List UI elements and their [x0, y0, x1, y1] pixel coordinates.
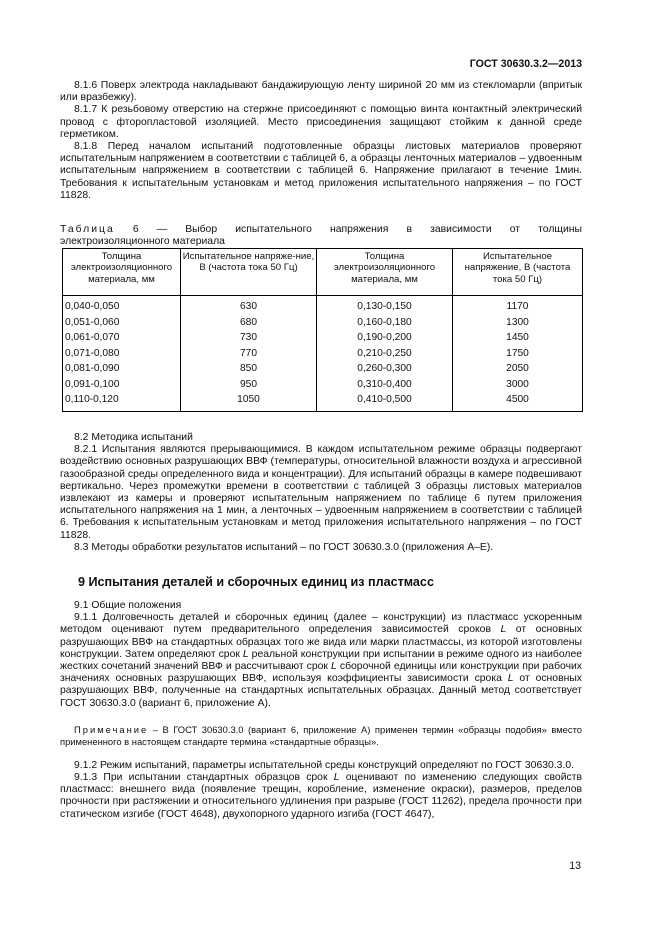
- document-code: ГОСТ 30630.3.2—2013: [469, 58, 582, 70]
- table-6-caption-line2: электроизоляционного материала: [60, 236, 225, 247]
- page-number: 13: [569, 860, 581, 872]
- table-row: [63, 392, 583, 411]
- symbol-L: L: [507, 673, 514, 685]
- text-run: 9.1.1 Долговечность деталей и сборочных единиц (далее – конструкции) из пластмасс ускоренным методом оценивают путем предварительного определения зависимостей сроков: [60, 612, 582, 636]
- table-cell: 950: [181, 377, 317, 393]
- table-header-voltage: Испытательное напряже-ние, В (частота тока 50 Гц): [181, 249, 317, 296]
- note-label: Примечание: [74, 723, 149, 735]
- table-6-caption-w1: Выбор: [185, 224, 218, 235]
- table-cell: 0,040-0,050: [63, 296, 181, 315]
- table-row: [63, 330, 583, 346]
- section-9-title: 9 Испытания деталей и сборочных единиц из пластмасс: [78, 575, 434, 589]
- section-8-1-tail: [60, 80, 582, 202]
- table-cell: 1050: [181, 392, 317, 411]
- table-6-caption-dash: —: [156, 224, 168, 235]
- table-cell: 1300: [453, 315, 583, 331]
- table-cell: 0,081-0,090: [63, 361, 181, 377]
- text-run: 9.1.3 При испытании стандартных образцов срок: [74, 772, 334, 784]
- paragraph-9-1-1: [60, 612, 582, 710]
- table-6-caption-w7: толщины: [538, 224, 582, 235]
- note-text: – В ГОСТ 30630.3.0 (вариант 6, приложение А) применен термин «образцы подобия» вместо примененного в настоящем стандарте термина «стандартные образцы».: [60, 723, 582, 747]
- text-run: от основных разрушающих ВВФ, полученные на стандартных испытательных образцах. Данный метод соответствует ГОСТ 30630.3.0 (вариант 6, приложение А).: [60, 673, 582, 709]
- section-9-body: [60, 600, 582, 821]
- table-cell: 680: [181, 315, 317, 331]
- table-row: [63, 315, 583, 331]
- heading-9-1: 9.1 Общие положения: [74, 600, 182, 611]
- table-6: [62, 248, 583, 412]
- table-6-caption-w6: от: [509, 224, 521, 235]
- paragraph-8-2-1: 8.2.1 Испытания являются прерывающимися. В каждом испытательном режиме образцы подвергают воздействию основных разрушающих ВВФ (температуры, относительной влажности воздуха и агрессивной газообразной среды определенного вида и концентрации). Для испытаний образцы в камере подвешивают вертикально. Через промежутки времени в соответствии с таблицей 3 образцы листовых материалов извлекают из камеры и проверяют испытательным напряжением по таблице 6 путем приложения испытательного напряжения на 1 мин, а ленточных – удвоенным напряжением в соответствии с таблицей 6. Требования к испытательным установкам и метод приложения испытательного напряжения – по ГОСТ 11828.: [60, 444, 582, 541]
- table-row: [63, 346, 583, 362]
- table-6-caption-num: 6: [132, 224, 139, 235]
- table-cell: 630: [181, 296, 317, 315]
- table-cell: 2050: [453, 361, 583, 377]
- table-cell: 0,071-0,080: [63, 346, 181, 362]
- text-run: оценивают по изменению следующих свойств пластмасс: внешнего вида (появление трещин, коробление, изменение окраски), размеров, пределов прочности при растяжении и относительного удлинения при разрыве (ГОСТ 11262), предела прочности при статическом изгибе (ГОСТ 4648), двухопорного ударного изгиба (ГОСТ 4647),: [60, 772, 582, 820]
- table-cell: 0,190-0,200: [317, 330, 453, 346]
- heading-8-2: 8.2 Методика испытаний: [74, 432, 193, 443]
- table-6-caption-word: Таблица: [60, 224, 115, 235]
- paragraph-8-1-7: 8.1.7 К резьбовому отверстию на стержне присоединяют с помощью винта контактный электрический провод с фторопластовой изоляцией. Место присоединения защищают стойким к данной среде герметиком.: [60, 104, 582, 140]
- table-cell: 0,410-0,500: [317, 392, 453, 411]
- text-run: сборочной единицы или конструкции при рабочих значениях основных разрушающих ВВФ, используя коэффициенты зависимости срока: [60, 661, 582, 685]
- table-6-caption-w2: испытательного: [235, 224, 312, 235]
- table-cell: 770: [181, 346, 317, 362]
- table-cell: 0,260-0,300: [317, 361, 453, 377]
- table-cell: 850: [181, 361, 317, 377]
- table-cell: 4500: [453, 392, 583, 411]
- table-6-caption-w4: в: [406, 224, 412, 235]
- note-9-1-1: [60, 724, 582, 748]
- paragraph-8-1-8: 8.1.8 Перед началом испытаний подготовленные образцы листовых материалов проверяют испытательным напряжением в соответствии с таблицей 6, а образцы ленточных материалов – удвоенным испытательным напряжением в соответствии с таблицей 6. Напряжение прилагают в течение 1мин. Требования к испытательным установкам и метод приложения испытательного напряжения – по ГОСТ 11828.: [60, 141, 582, 201]
- paragraph-8-3: 8.3 Методы обработки результатов испытаний – по ГОСТ 30630.3.0 (приложения А–Е).: [74, 541, 494, 553]
- table-row: [63, 296, 583, 315]
- table-cell: 0,310-0,400: [317, 377, 453, 393]
- paragraph-9-1-2: 9.1.2 Режим испытаний, параметры испытательной среды конструкций определяют по ГОСТ 30630.3.0.: [74, 759, 575, 771]
- symbol-L: L: [500, 624, 507, 636]
- table-cell: 0,051-0,060: [63, 315, 181, 331]
- table-cell: 1170: [453, 296, 583, 315]
- table-cell: 0,210-0,250: [317, 346, 453, 362]
- table-header-row: [63, 249, 583, 296]
- symbol-L: L: [331, 661, 337, 673]
- symbol-L: L: [333, 772, 340, 784]
- table-header-thickness: Толщина электроизоляционного материала, мм: [63, 249, 181, 296]
- symbol-L: L: [242, 648, 249, 660]
- paragraph-9-1-3: [60, 772, 582, 821]
- section-8-2: [60, 432, 582, 554]
- table-cell: 0,091-0,100: [63, 377, 181, 393]
- table-header-voltage: Испытательное напряжение, В (частота тока 50 Гц): [453, 249, 583, 296]
- table-cell: 0,130-0,150: [317, 296, 453, 315]
- paragraph-8-1-6: 8.1.6 Поверх электрода накладывают бандажирующую ленту шириной 20 мм из стекломарли (впритык или вразбежку).: [60, 80, 582, 104]
- table-cell: 1750: [453, 346, 583, 362]
- table-cell: 3000: [453, 377, 583, 393]
- table-6-caption-line1: [60, 224, 582, 236]
- table-cell: 730: [181, 330, 317, 346]
- table-header-thickness: Толщина электроизоляционного материала, мм: [317, 249, 453, 296]
- table-6-caption-w5: зависимости: [430, 224, 492, 235]
- table-row: [63, 377, 583, 393]
- table-cell: 0,061-0,070: [63, 330, 181, 346]
- table-cell: 0,160-0,180: [317, 315, 453, 331]
- table-cell: 0,110-0,120: [63, 392, 181, 411]
- text-run: от основных разрушающих ВВФ на стандартных образцах того же вида или марки пластмассы, из которой изготовлены конструкции. Затем определяют срок: [60, 624, 582, 660]
- table-6-caption-w3: напряжения: [330, 224, 389, 235]
- table-6-caption: [60, 224, 582, 248]
- table-cell: 1450: [453, 330, 583, 346]
- table-row: [63, 361, 583, 377]
- text-run: реальной конструкции при испытании в режиме одного из наиболее жестких сочетаний значений ВВФ и рассчитывают срок: [60, 648, 583, 673]
